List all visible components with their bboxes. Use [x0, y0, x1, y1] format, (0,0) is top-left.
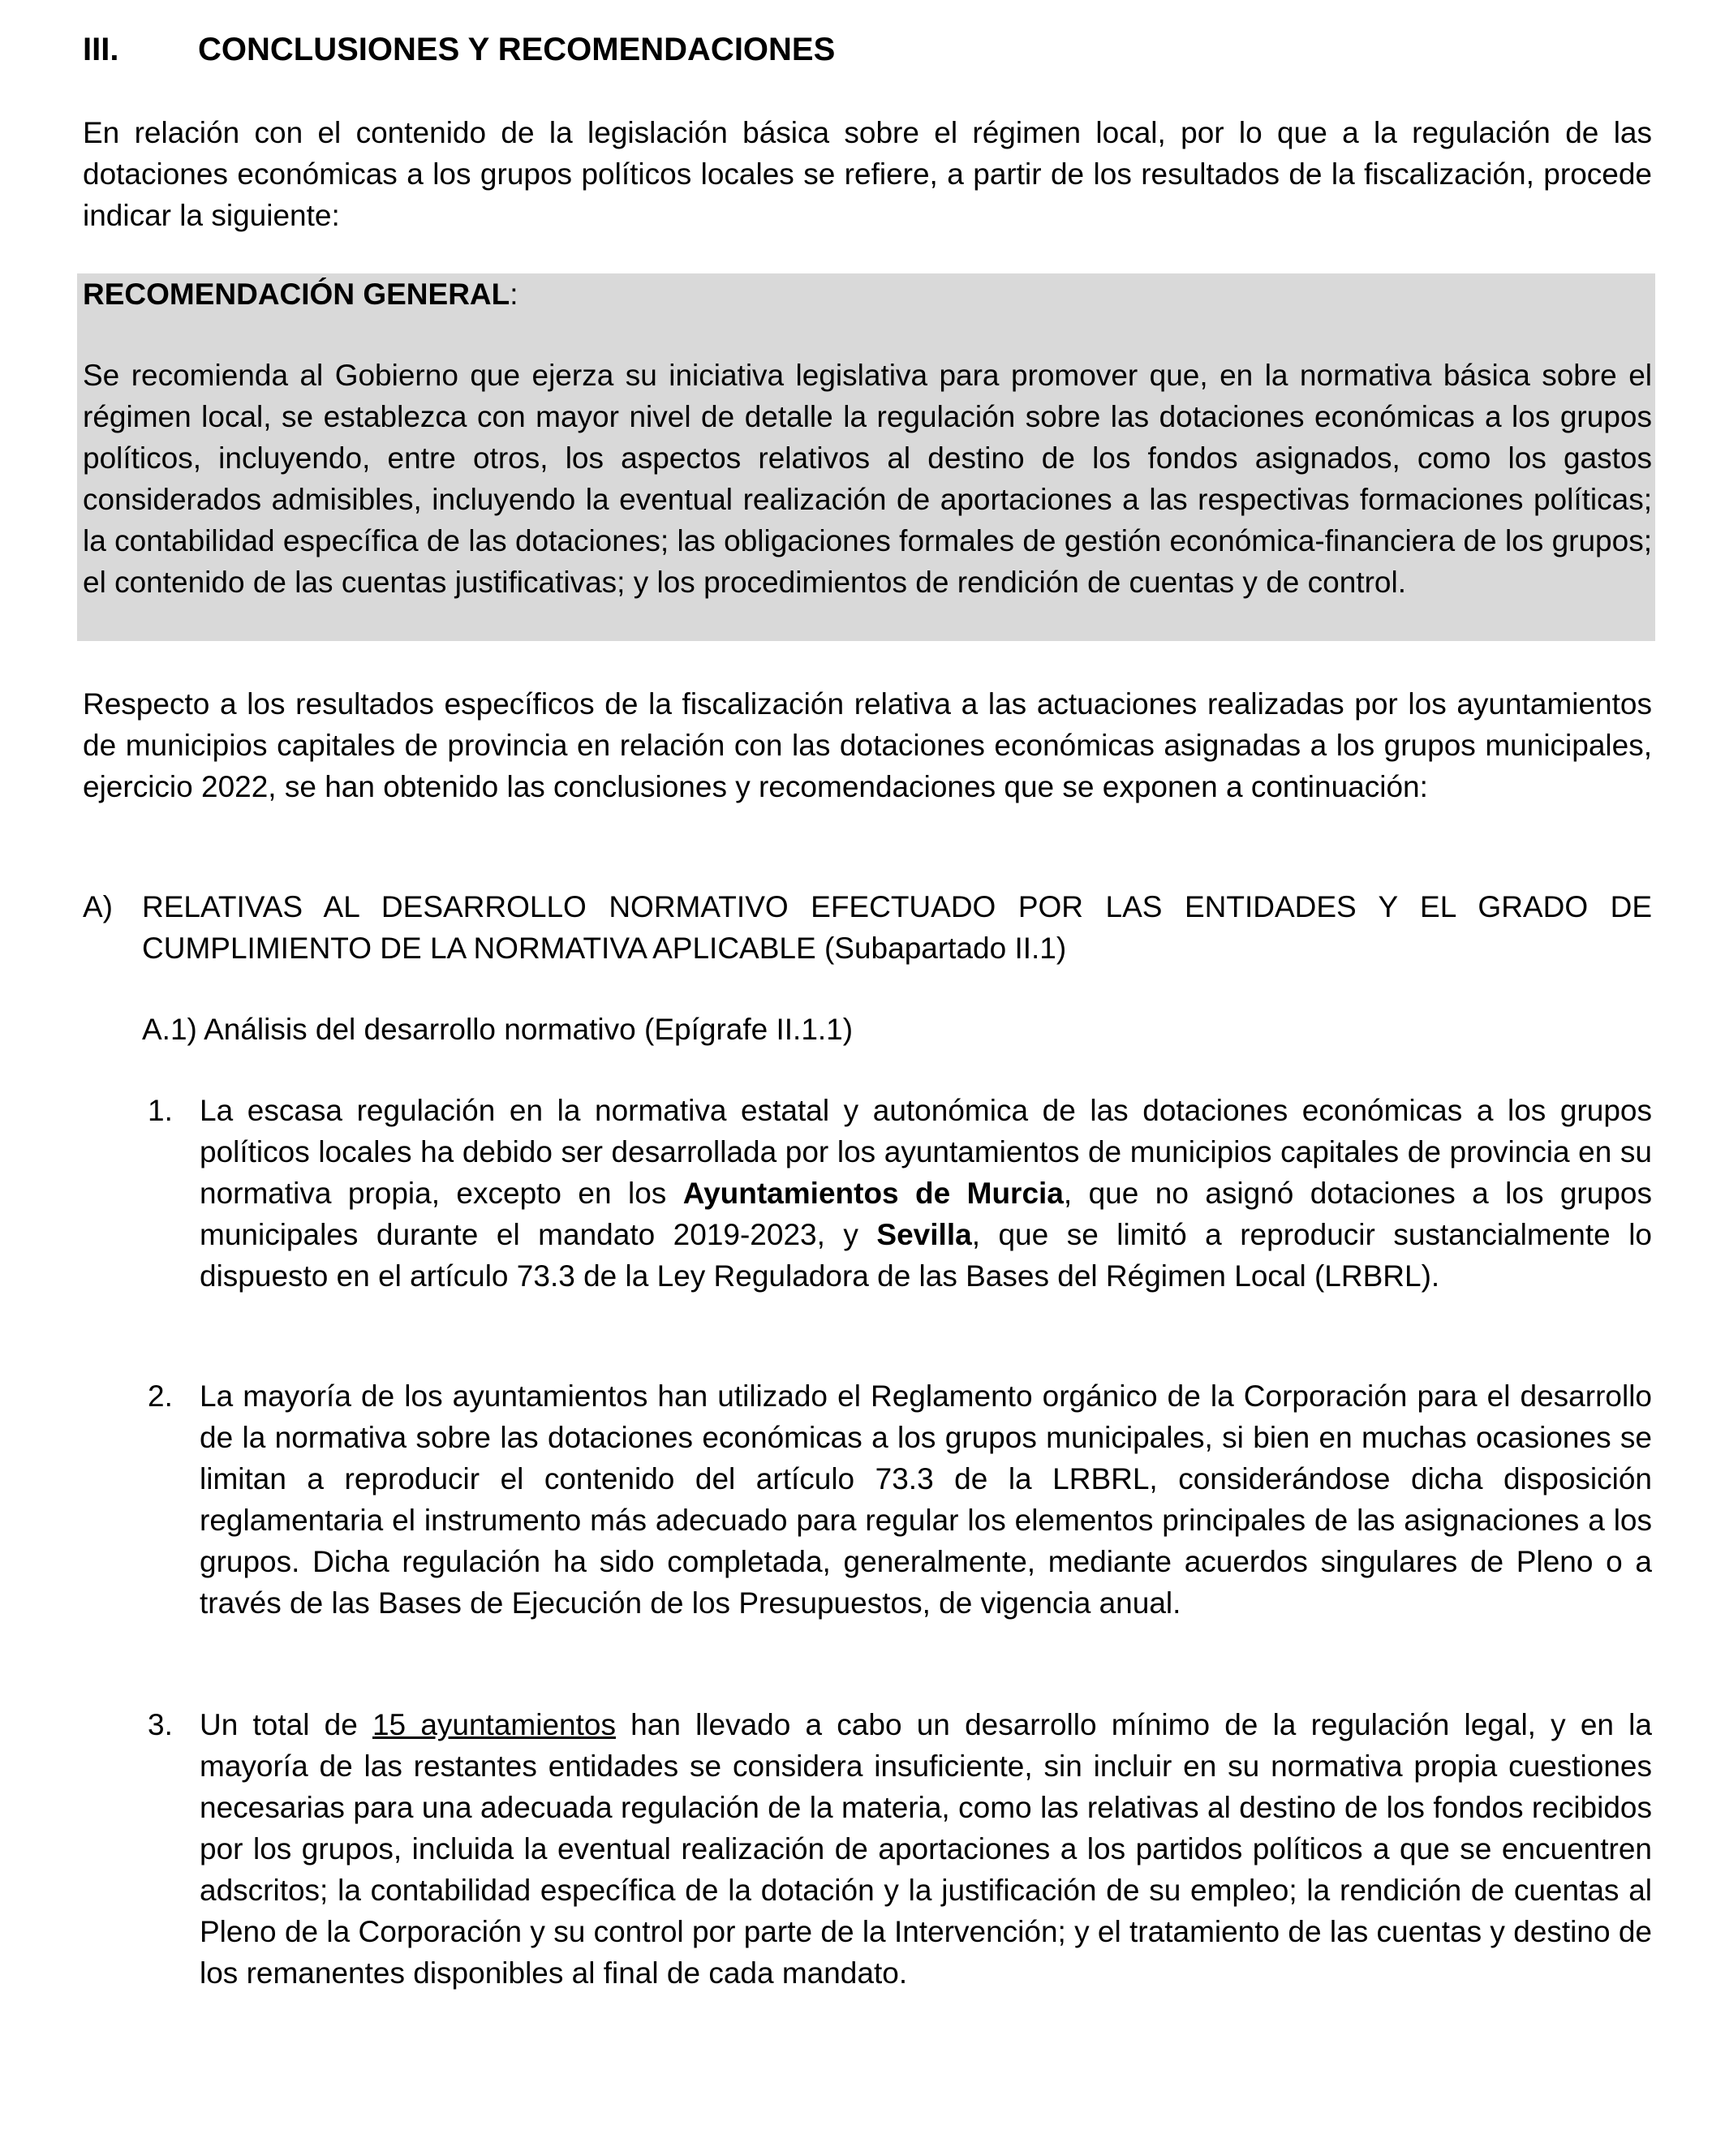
list-item-number: 1.	[148, 1094, 173, 1127]
list-item-number: 3.	[148, 1708, 173, 1741]
recommendation-colon: :	[510, 278, 518, 311]
section-a-label: A)	[83, 890, 113, 923]
item-text: La escasa regulación en la normativa estatal y autonómica de las dotaciones económicas a los grupos políticos locales ha debido ser desarrollada por los ayuntamientos de municipios capitales de provincia en su normativa propia, excepto en los	[200, 1094, 1652, 1210]
item-text: han llevado a cabo un desarrollo mínimo de la regulación legal, y en la mayoría de las restantes entidades se considera insuficiente, sin incluir en su normativa propia cuestiones necesarias para una adecuada regulación de la materia, como las relativas al destino de los fondos recibidos por los grupos, incluida la eventual realización de aportaciones a los partidos políticos a que se encuentren adscritos; la contabilidad específica de la dotación y la justificación de su empleo; la rendición de cuentas al Pleno de la Corporación y su control por parte de la Intervención; y el tratamiento de las cuentas y destino de los remanentes disponibles al final de cada mandato.	[200, 1708, 1652, 1990]
section-a-title: RELATIVAS AL DESARROLLO NORMATIVO EFECTUADO POR LAS ENTIDADES Y EL GRADO DE CUMPLIMIENTO DE LA NORMATIVA APLICABLE	[142, 890, 1652, 965]
section-a-ref: (Subapartado II.1)	[815, 932, 1067, 965]
section-number: III.	[83, 32, 119, 67]
list-item-1	[148, 1090, 1652, 1297]
list-item-2	[148, 1375, 1652, 1624]
results-intro-paragraph: Respecto a los resultados específicos de la fiscalización relativa a las actuaciones realizadas por los ayuntamientos de municipios capitales de provincia en relación con las dotaciones económicas asignadas a los grupos municipales, ejercicio 2022, se han obtenido las conclusiones y recomendaciones que se exponen a continuación:	[83, 687, 1652, 803]
item-text: , que se limitó a reproducir sustancialmente lo dispuesto en el artículo 73.3 de la Ley Reguladora de las Bases del Régimen Local (LRBRL).	[200, 1218, 1652, 1293]
item-text: , que no asignó dotaciones a los grupos municipales durante el mandato 2019-2023, y	[200, 1177, 1652, 1251]
item-bold-sevilla: Sevilla	[876, 1218, 972, 1251]
section-title: CONCLUSIONES Y RECOMENDACIONES	[198, 32, 836, 67]
general-recommendation-title	[83, 273, 1652, 315]
general-recommendation-body: Se recomienda al Gobierno que ejerza su iniciativa legislativa para promover que, en la normativa básica sobre el régimen local, se establezca con mayor nivel de detalle la regulación sobre las dotaciones económicas a los grupos políticos, incluyendo, entre otros, los aspectos relativos al destino de los fondos asignados, como los gastos considerados admisibles, incluyendo la eventual realización de aportaciones a las respectivas formaciones políticas; la contabilidad específica de las dotaciones; las obligaciones formales de gestión económica-financiera de los grupos; el contenido de las cuentas justificativas; y los procedimientos de rendición de cuentas y de control.	[83, 359, 1652, 599]
recommendation-title: RECOMENDACIÓN GENERAL	[83, 278, 510, 311]
section-heading	[83, 29, 1652, 70]
list-item-number: 2.	[148, 1379, 173, 1413]
section-a	[83, 886, 1652, 969]
item-text: La mayoría de los ayuntamientos han utilizado el Reglamento orgánico de la Corporación para el desarrollo de la normativa sobre las dotaciones económicas a los grupos municipales, si bien en muchas ocasiones se limitan a reproducir el contenido del artículo 73.3 de la LRBRL, considerándose dicha disposición reglamentaria el instrumento más adecuado para regular los elementos principales de las asignaciones a los grupos. Dicha regulación ha sido completada, generalmente, mediante acuerdos singulares de Pleno o a través de las Bases de Ejecución de los Presupuestos, de vigencia anual.	[200, 1379, 1652, 1620]
subsection-a1-title: A.1) Análisis del desarrollo normativo (Epígrafe II.1.1)	[142, 1013, 854, 1046]
item-underlined-count: 15 ayuntamientos	[372, 1708, 616, 1741]
item-bold-murcia: Ayuntamientos de Murcia	[682, 1177, 1064, 1210]
item-text: Un total de	[200, 1708, 372, 1741]
intro-paragraph: En relación con el contenido de la legislación básica sobre el régimen local, por lo que a la regulación de las dotaciones económicas a los grupos políticos locales se refiere, a partir de los resultados de la fiscalización, procede indicar la siguiente:	[83, 116, 1652, 232]
list-item-3	[148, 1704, 1652, 1994]
